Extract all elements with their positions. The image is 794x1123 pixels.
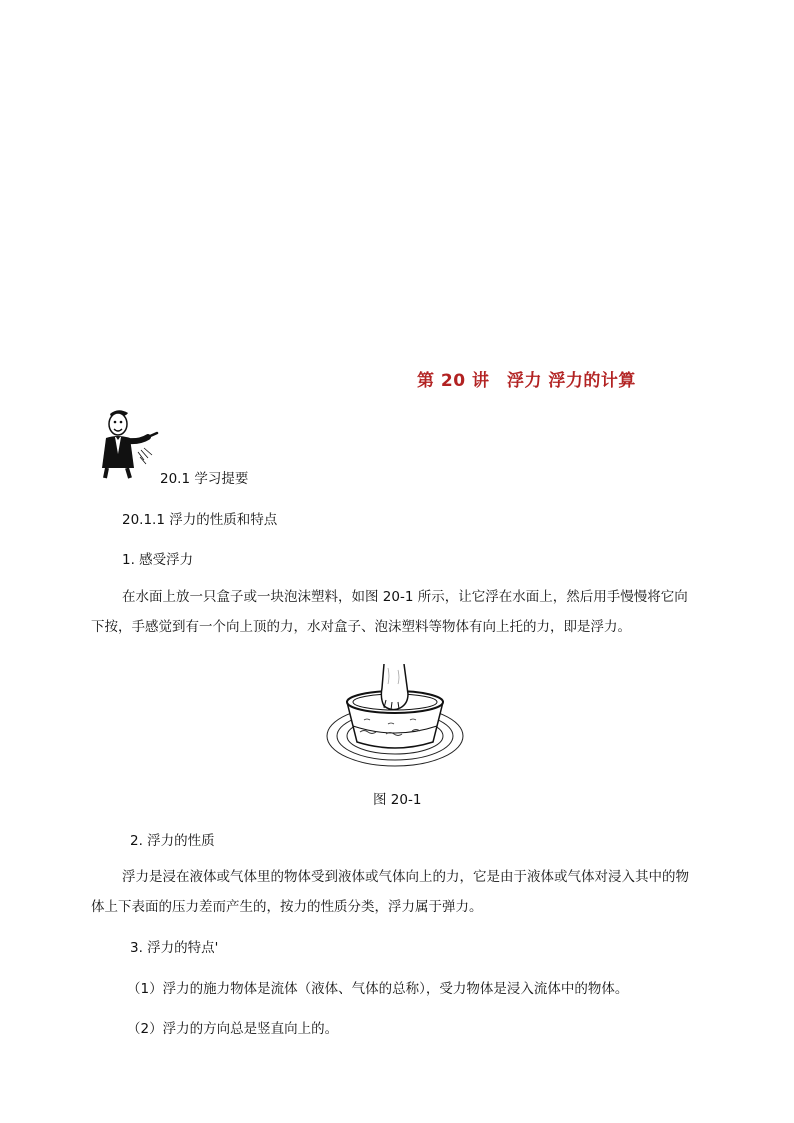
pointing-man-illustration (96, 408, 160, 480)
lesson-title: 第 20 讲 浮力 浮力的计算 (417, 371, 636, 391)
item3-heading: 3. 浮力的特点' (130, 940, 219, 956)
item2-heading: 2. 浮力的性质 (130, 833, 215, 849)
point-1: （1）浮力的施力物体是流体（液体、气体的总称），受力物体是浸入流体中的物体。 (127, 981, 629, 997)
figure-caption: 图 20-1 (373, 792, 422, 808)
paragraph-1: 在水面上放一只盒子或一块泡沫塑料，如图 20-1 所示，让它浮在水面上，然后用手慢慢将它向下按，手感觉到有一个向上顶的力，水对盒子、泡沫塑料等物体有向上托的力，即是浮力。 (91, 589, 688, 635)
section-heading: 20.1 学习提要 (160, 471, 249, 487)
paragraph-2: 浮力是浸在液体或气体里的物体受到液体或气体向上的力，它是由于液体或气体对浸入其中的物体上下表面的压力差而产生的，按力的性质分类，浮力属于弹力。 (91, 869, 689, 915)
point-2: （2）浮力的方向总是竖直向上的。 (127, 1021, 339, 1037)
item1-heading: 1. 感受浮力 (122, 552, 194, 568)
subsection-heading: 20.1.1 浮力的性质和特点 (122, 512, 278, 528)
floating-basin-figure (322, 664, 468, 778)
